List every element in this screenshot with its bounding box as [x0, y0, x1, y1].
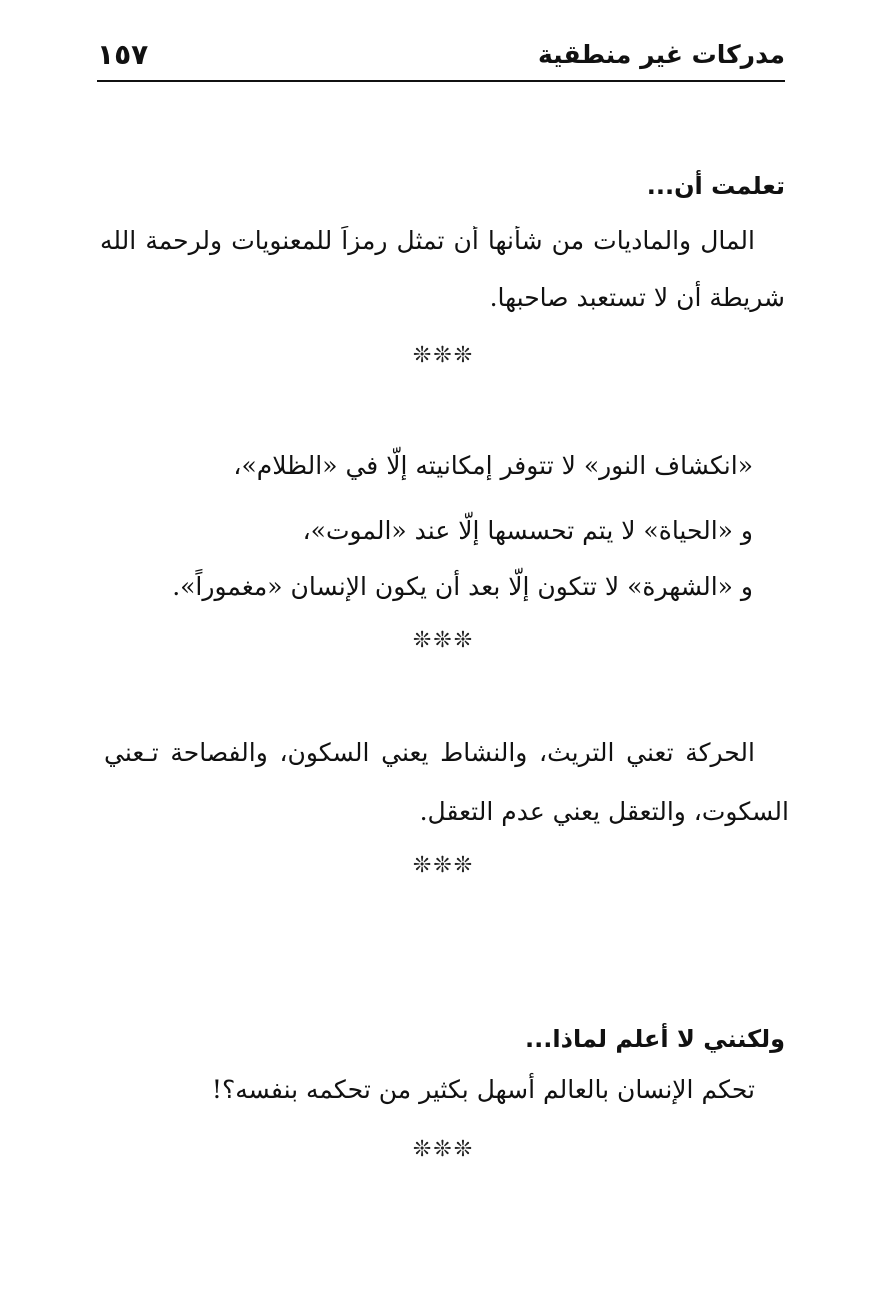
paragraph-line: الحركة تعني التريث، والنشاط يعني السكون، والفصاحة تـعني	[104, 738, 755, 767]
ornament-separator: ❊❊❊	[412, 1137, 475, 1162]
ornament-separator: ❊❊❊	[412, 628, 475, 653]
running-header-title: مدركات غير منطقية	[538, 40, 785, 69]
verse-line: «انكشاف النور» لا تتوفر إمكانيته إلّا في «الظلام»،	[233, 451, 753, 480]
ornament-separator: ❊❊❊	[412, 343, 475, 368]
paragraph-line: السكوت، والتعقل يعني عدم التعقل.	[419, 797, 789, 826]
paragraph-line: شريطة أن لا تستعبد صاحبها.	[489, 283, 785, 312]
verse-line: و «الحياة» لا يتم تحسسها إلّا عند «الموت»،	[302, 516, 753, 545]
ornament-separator: ❊❊❊	[412, 853, 475, 878]
section-heading: تعلمت أن...	[646, 172, 785, 200]
header-divider	[97, 80, 785, 82]
paragraph-line: تحكم الإنسان بالعالم أسهل بكثير من تحكمه بنفسه؟!	[211, 1075, 755, 1104]
paragraph-line: المال والماديات من شأنها أن تمثل رمزاً للمعنويات ولرحمة الله	[100, 226, 755, 255]
verse-line: و «الشهرة» لا تتكون إلّا بعد أن يكون الإنسان «مغموراً».	[172, 572, 753, 601]
page-number: ١٥٧	[97, 38, 149, 71]
section-heading: ولكنني لا أعلم لماذا...	[525, 1025, 785, 1053]
